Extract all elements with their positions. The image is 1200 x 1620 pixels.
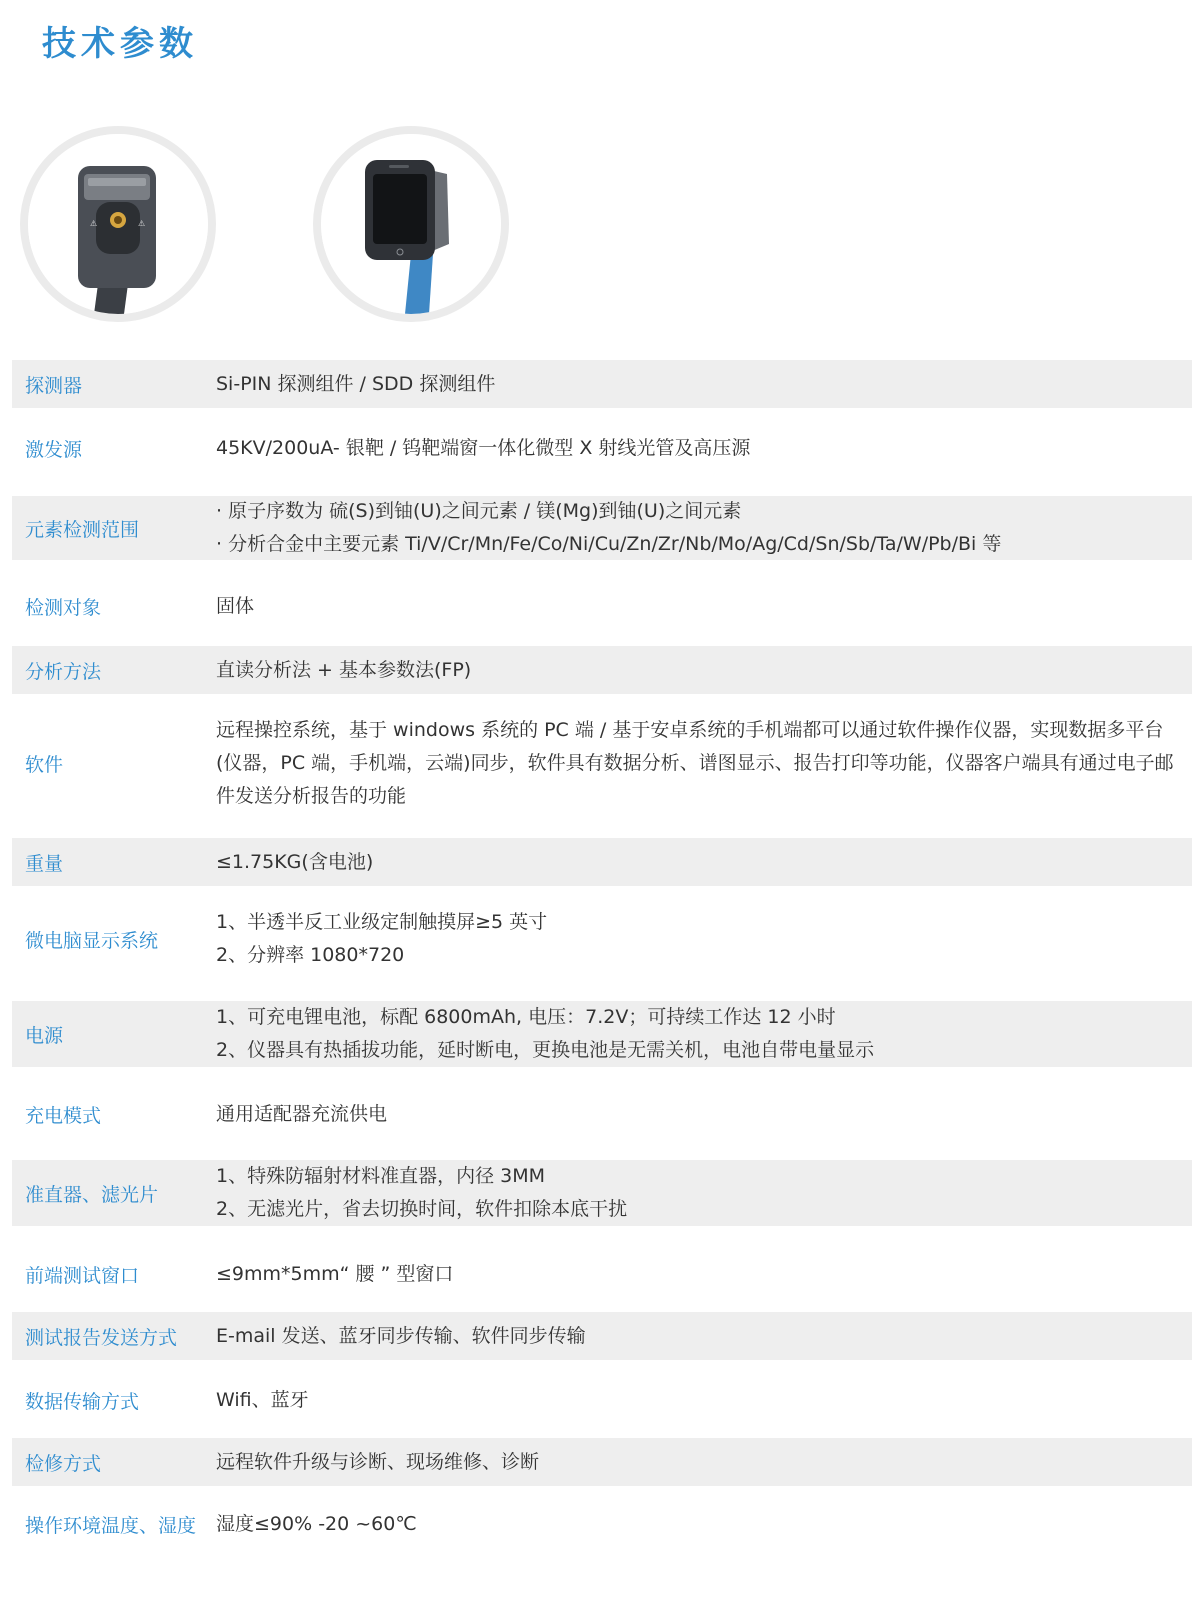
spec-value-line: 远程操控系统，基于 windows 系统的 PC 端 / 基于安卓系统的手机端都可以通过软件操作仪器，实现数据多平台(仪器，PC 端，手机端，云端)同步，软件具有数据分析、谱图显示、报告打印等功能，仪器客户端具有通过电子邮件发送分析报告的功能 <box>216 718 1174 807</box>
spec-value <box>216 432 1192 465</box>
spec-label: 操作环境温度、湿度 <box>25 1514 197 1537</box>
spec-value-line: Wifi、蓝牙 <box>216 1388 309 1411</box>
spec-value <box>216 1160 1192 1226</box>
spec-value <box>216 495 1192 561</box>
spec-value-line: 固体 <box>216 594 255 617</box>
spec-value <box>216 1098 1192 1131</box>
spec-label: 测试报告发送方式 <box>25 1326 178 1349</box>
spec-row <box>12 1312 1192 1360</box>
spec-row <box>12 1090 1192 1138</box>
spec-row <box>12 582 1192 630</box>
spec-row <box>12 360 1192 408</box>
spec-row <box>12 646 1192 694</box>
spec-row <box>12 1001 1192 1067</box>
device-screen-photo <box>313 126 509 322</box>
spec-row <box>12 1376 1192 1424</box>
spec-label: 检修方式 <box>25 1452 102 1475</box>
spec-value-line: 1、可充电锂电池，标配 6800mAh, 电压：7.2V；可持续工作达 12 小时 <box>216 1006 836 1028</box>
spec-value-line: 通用适配器充流供电 <box>216 1102 388 1125</box>
spec-label: 重量 <box>25 852 64 875</box>
spec-label: 激发源 <box>25 438 83 461</box>
svg-text:⚠: ⚠ <box>138 219 146 228</box>
spec-value <box>216 1508 1192 1541</box>
spec-value <box>216 1446 1192 1479</box>
spec-value-line: 远程软件升级与诊断、现场维修、诊断 <box>216 1450 540 1473</box>
spec-value-line: 直读分析法 + 基本参数法(FP) <box>216 658 472 681</box>
spec-value <box>216 846 1192 879</box>
spec-value <box>216 906 1192 972</box>
svg-text:⚠: ⚠ <box>90 219 98 228</box>
spec-value-line: 1、半透半反工业级定制触摸屏≥5 英寸 <box>216 911 548 933</box>
spec-value-line: ≤1.75KG(含电池) <box>216 850 374 873</box>
spec-value-line: E-mail 发送、蓝牙同步传输、软件同步传输 <box>216 1324 586 1347</box>
spec-row <box>12 496 1192 560</box>
spec-label: 检测对象 <box>25 596 102 619</box>
spec-row <box>12 696 1192 830</box>
spec-value-line: 45KV/200uA- 银靶 / 钨靶端窗一体化微型 X 射线光管及高压源 <box>216 436 751 459</box>
spec-label: 微电脑显示系统 <box>25 929 159 952</box>
spec-label: 准直器、滤光片 <box>25 1183 159 1206</box>
spec-value-line: 2、仪器具有热插拔功能，延时断电，更换电池是无需关机，电池自带电量显示 <box>216 1039 875 1061</box>
spec-value-line: 2、分辨率 1080*720 <box>216 944 405 966</box>
spec-row <box>12 1160 1192 1226</box>
spec-value <box>216 1320 1192 1353</box>
spec-label: 数据传输方式 <box>25 1390 140 1413</box>
spec-value-line: Si-PIN 探测组件 / SDD 探测组件 <box>216 372 496 395</box>
spec-value-line: 1、特殊防辐射材料准直器，内径 3MM <box>216 1165 546 1187</box>
device-front-photo <box>20 126 216 322</box>
spec-value <box>216 1384 1192 1417</box>
spec-row <box>12 424 1192 472</box>
spec-label: 电源 <box>25 1024 64 1047</box>
spec-label: 探测器 <box>25 374 83 397</box>
spec-row <box>12 838 1192 886</box>
spec-label: 分析方法 <box>25 660 102 683</box>
spec-value-line: 湿度≤90% -20 ~60℃ <box>216 1512 417 1535</box>
spec-value-line: 2、无滤光片，省去切换时间，软件扣除本底干扰 <box>216 1198 628 1220</box>
spec-value <box>216 1258 1192 1291</box>
spec-value <box>216 714 1192 813</box>
spec-label: 元素检测范围 <box>25 518 140 541</box>
spec-row <box>12 1438 1192 1486</box>
spec-label: 前端测试窗口 <box>25 1264 140 1287</box>
spec-row <box>12 886 1192 992</box>
spec-value-line: · 分析合金中主要元素 Ti/V/Cr/Mn/Fe/Co/Ni/Cu/Zn/Zr/Nb/Mo/Ag/Cd/Sn/Sb/Ta/W/Pb/Bi 等 <box>216 533 1002 555</box>
spec-label: 软件 <box>25 753 64 776</box>
spec-row <box>12 1250 1192 1298</box>
spec-value <box>216 590 1192 623</box>
spec-row <box>12 1500 1192 1548</box>
spec-value <box>216 368 1192 401</box>
spec-value <box>216 1001 1192 1067</box>
spec-value-line: · 原子序数为 硫(S)到铀(U)之间元素 / 镁(Mg)到铀(U)之间元素 <box>216 500 742 522</box>
spec-label: 充电模式 <box>25 1104 102 1127</box>
spec-value-line: ≤9mm*5mm“ 腰 ” 型窗口 <box>216 1262 454 1285</box>
spec-value <box>216 654 1192 687</box>
page-title: 技术参数 <box>42 24 198 64</box>
